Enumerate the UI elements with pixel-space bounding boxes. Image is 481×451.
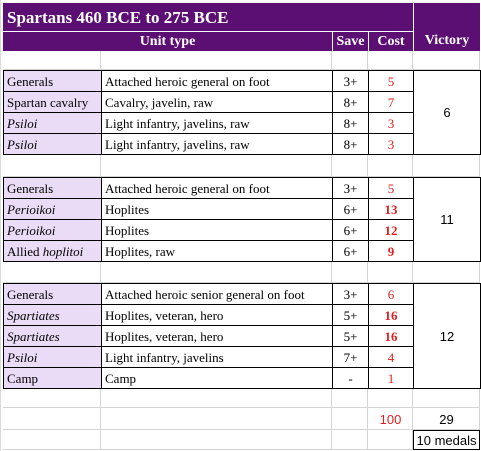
empty-grid-cell[interactable] xyxy=(3,408,101,430)
unit-name-prefix: Allied xyxy=(7,243,43,259)
total-cost[interactable]: 100 xyxy=(379,411,402,427)
empty-grid-cell[interactable] xyxy=(413,154,480,177)
save-cell[interactable]: 3+ xyxy=(332,283,369,305)
save-cell[interactable]: 8+ xyxy=(332,91,369,113)
total-medals[interactable]: 10 medals xyxy=(413,430,480,450)
unit-description-cell[interactable]: Light infantry, javelins, raw xyxy=(101,112,333,134)
victory-cell[interactable]: 12 xyxy=(413,283,481,389)
header-cost[interactable]: Cost xyxy=(368,31,413,51)
empty-grid-cell[interactable] xyxy=(3,51,101,70)
total-victory[interactable]: 29 xyxy=(439,411,454,427)
empty-grid-cell[interactable] xyxy=(332,154,368,177)
unit-name: Perioikoi xyxy=(7,201,56,217)
empty-grid-cell[interactable] xyxy=(332,430,368,450)
empty-grid-cell[interactable] xyxy=(101,154,332,177)
empty-grid-cell[interactable] xyxy=(101,388,332,408)
empty-grid-cell[interactable] xyxy=(3,430,101,450)
cost-cell[interactable]: 9 xyxy=(368,240,414,262)
unit-name: Generals xyxy=(7,286,54,302)
sheet-title[interactable]: Spartans 460 BCE to 275 BCE xyxy=(3,3,413,31)
save-cell[interactable]: 3+ xyxy=(332,70,369,92)
empty-grid-cell[interactable] xyxy=(368,388,413,408)
unit-description-cell[interactable]: Hoplites, veteran, hero xyxy=(101,325,333,347)
cost-cell[interactable]: 3 xyxy=(368,112,414,134)
header-blank-cell[interactable] xyxy=(413,3,480,31)
save-cell[interactable]: 6+ xyxy=(332,240,369,262)
unit-description-cell[interactable]: Attached heroic general on foot xyxy=(101,70,333,92)
cost-cell[interactable]: 1 xyxy=(368,367,414,389)
empty-grid-cell[interactable] xyxy=(332,388,368,408)
cost-cell[interactable]: 3 xyxy=(368,133,414,155)
unit-name-cell[interactable] xyxy=(3,91,102,113)
save-cell[interactable]: - xyxy=(332,367,369,389)
cost-cell[interactable]: 5 xyxy=(368,70,414,92)
empty-grid-cell[interactable] xyxy=(3,262,101,283)
cost-cell[interactable]: 16 xyxy=(368,304,414,326)
empty-grid-cell[interactable] xyxy=(368,154,413,177)
save-cell[interactable]: 7+ xyxy=(332,346,369,368)
header-save[interactable]: Save xyxy=(332,31,368,51)
unit-name: Spartiates xyxy=(7,307,60,323)
empty-grid-cell[interactable] xyxy=(101,262,332,283)
unit-name: Psiloi xyxy=(7,349,38,365)
unit-name: Generals xyxy=(7,73,54,89)
empty-grid-cell[interactable] xyxy=(332,51,368,70)
unit-name: Generals xyxy=(7,180,54,196)
unit-name-cell[interactable] xyxy=(3,283,102,305)
save-cell[interactable]: 8+ xyxy=(332,133,369,155)
empty-grid-cell[interactable] xyxy=(413,51,480,70)
unit-name: Psiloi xyxy=(7,115,38,131)
unit-name-cell[interactable] xyxy=(3,177,102,199)
cost-cell[interactable]: 5 xyxy=(368,177,414,199)
save-cell[interactable]: 6+ xyxy=(332,219,369,241)
unit-name-cell[interactable] xyxy=(3,219,102,241)
empty-grid-cell[interactable] xyxy=(101,430,332,450)
unit-name-cell[interactable] xyxy=(3,325,102,347)
header-unit-type[interactable]: Unit type xyxy=(3,31,332,51)
unit-description-cell[interactable]: Attached heroic senior general on foot xyxy=(101,283,333,305)
unit-name-cell[interactable] xyxy=(3,198,102,220)
empty-grid-cell[interactable] xyxy=(3,154,101,177)
unit-name-cell[interactable] xyxy=(3,367,102,389)
unit-name: Psiloi xyxy=(7,136,38,152)
unit-name: hoplitoi xyxy=(42,243,84,259)
cost-cell[interactable]: 12 xyxy=(368,219,414,241)
unit-description-cell[interactable]: Light infantry, javelins, raw xyxy=(101,133,333,155)
unit-description-cell[interactable]: Hoplites, veteran, hero xyxy=(101,304,333,326)
empty-grid-cell[interactable] xyxy=(101,408,332,430)
empty-grid-cell[interactable] xyxy=(368,430,413,450)
header-victory[interactable]: Victory xyxy=(413,31,480,51)
save-cell[interactable]: 5+ xyxy=(332,304,369,326)
unit-name-cell[interactable] xyxy=(3,304,102,326)
save-cell[interactable]: 8+ xyxy=(332,112,369,134)
unit-name-cell[interactable] xyxy=(3,346,102,368)
unit-description-cell[interactable]: Attached heroic general on foot xyxy=(101,177,333,199)
cost-cell[interactable]: 4 xyxy=(368,346,414,368)
cost-cell[interactable]: 13 xyxy=(368,198,414,220)
empty-grid-cell[interactable] xyxy=(413,388,480,408)
unit-name-cell[interactable] xyxy=(3,112,102,134)
victory-cell[interactable]: 6 xyxy=(413,70,481,155)
unit-description-cell[interactable]: Hoplites xyxy=(101,219,333,241)
unit-name-cell[interactable] xyxy=(3,240,102,262)
empty-grid-cell[interactable] xyxy=(101,51,332,70)
unit-name-cell[interactable] xyxy=(3,133,102,155)
unit-description-cell[interactable]: Hoplites xyxy=(101,198,333,220)
cost-cell[interactable]: 16 xyxy=(368,325,414,347)
empty-grid-cell[interactable] xyxy=(3,388,101,408)
unit-name: Spartan cavalry xyxy=(7,94,89,110)
unit-description-cell[interactable]: Hoplites, raw xyxy=(101,240,333,262)
cost-cell[interactable]: 6 xyxy=(368,283,414,305)
empty-grid-cell[interactable] xyxy=(332,262,368,283)
empty-grid-cell[interactable] xyxy=(368,262,413,283)
unit-description-cell[interactable]: Cavalry, javelin, raw xyxy=(101,91,333,113)
unit-description-cell[interactable]: Light infantry, javelins xyxy=(101,346,333,368)
victory-cell[interactable]: 11 xyxy=(413,177,481,262)
save-cell[interactable]: 3+ xyxy=(332,177,369,199)
unit-name: Perioikoi xyxy=(7,222,56,238)
empty-grid-cell[interactable] xyxy=(368,51,413,70)
empty-grid-cell[interactable] xyxy=(332,408,368,430)
empty-grid-cell[interactable] xyxy=(413,262,480,283)
unit-description-cell[interactable]: Camp xyxy=(101,367,333,389)
save-cell[interactable]: 6+ xyxy=(332,198,369,220)
save-cell[interactable]: 5+ xyxy=(332,325,369,347)
unit-name-cell[interactable] xyxy=(3,70,102,92)
cost-cell[interactable]: 7 xyxy=(368,91,414,113)
unit-name: Spartiates xyxy=(7,328,60,344)
unit-name: Camp xyxy=(7,370,39,386)
